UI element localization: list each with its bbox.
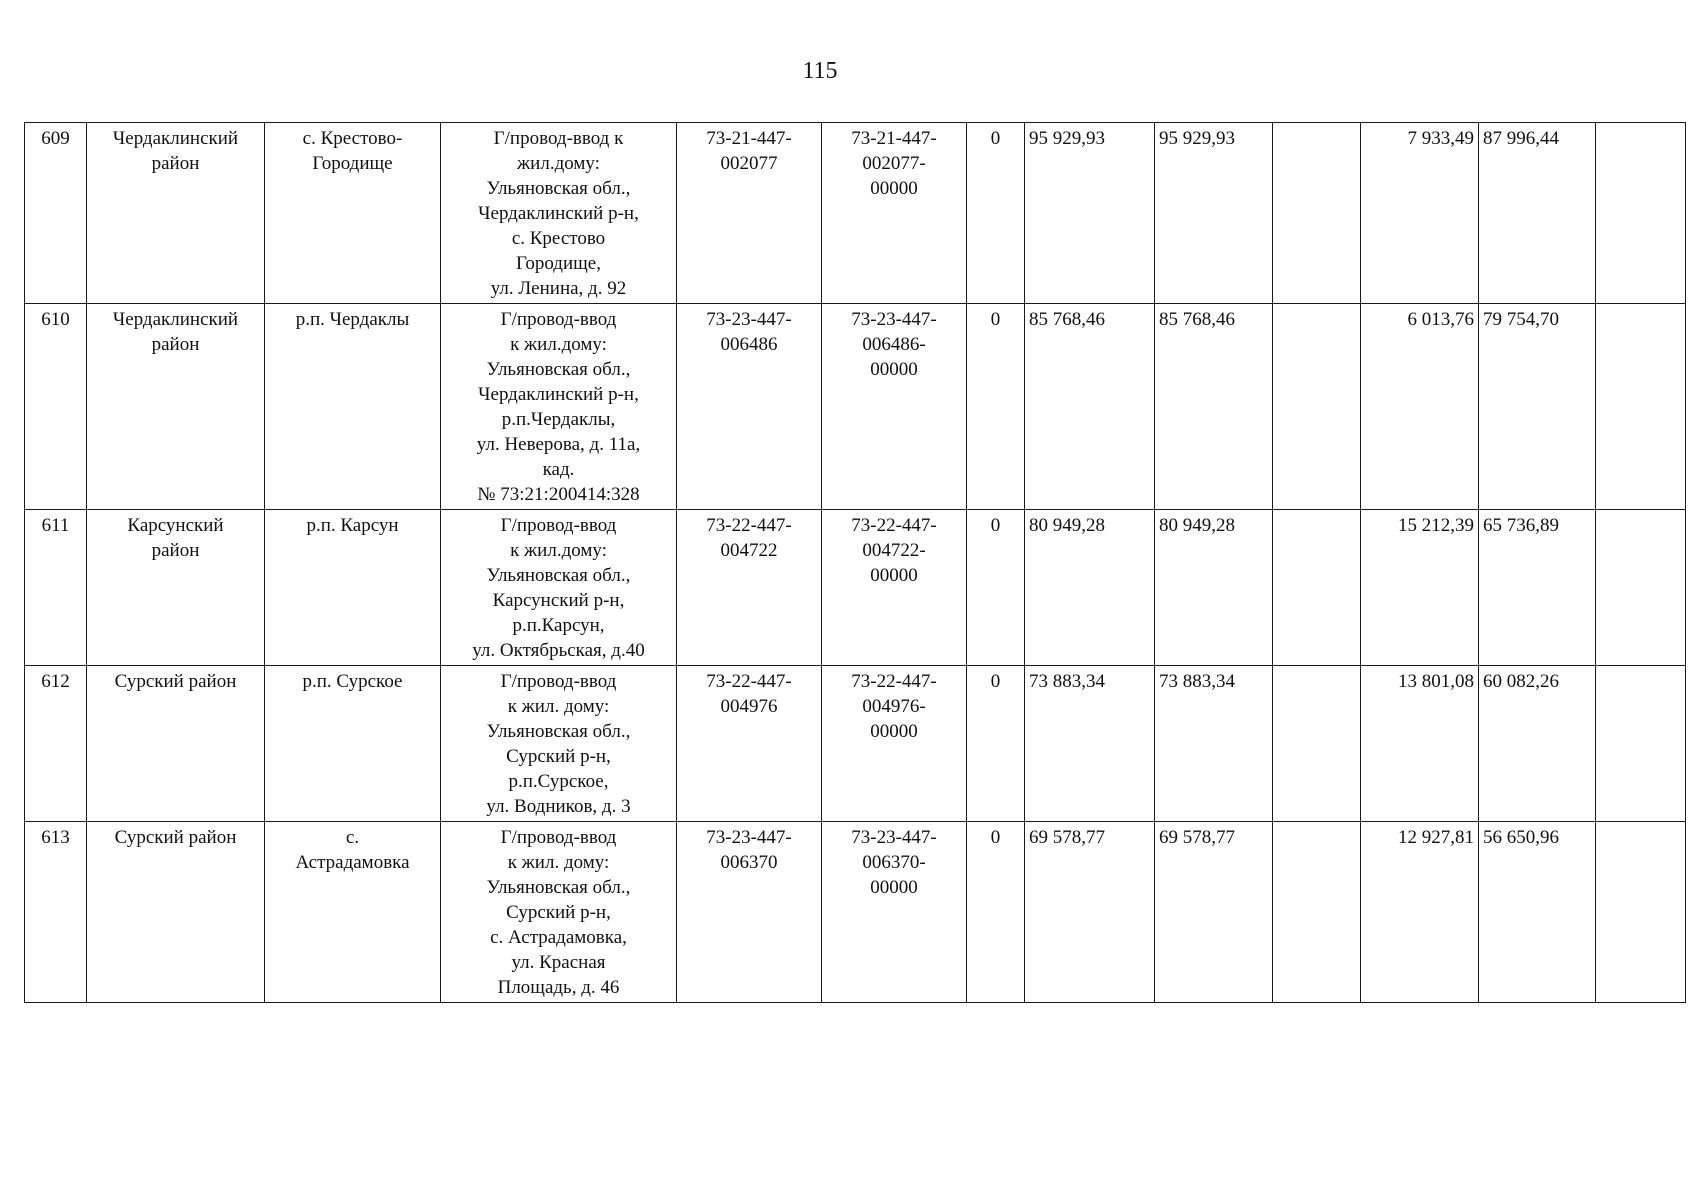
book-value-cell: 80 949,28: [1155, 510, 1273, 666]
full-code-cell: 73-22-447- 004976- 00000: [822, 666, 967, 822]
depreciation-cell: 6 013,76: [1361, 304, 1479, 510]
depreciation-cell: 12 927,81: [1361, 822, 1479, 1003]
zero-value-cell: 0: [967, 123, 1025, 304]
inventory-code-cell: 73-22-447- 004976: [677, 666, 822, 822]
object-description-cell: Г/провод-ввод к жил. дому: Ульяновская обл., Сурский р-н, с. Астрадамовка, ул. Красная Площадь, д. 46: [441, 822, 677, 1003]
district-cell: Чердаклинский район: [87, 304, 265, 510]
empty-cell: [1273, 510, 1361, 666]
table-row: [25, 304, 1686, 510]
settlement-cell: р.п. Карсун: [265, 510, 441, 666]
residual-value-cell: 60 082,26: [1479, 666, 1596, 822]
full-code-cell: 73-21-447- 002077- 00000: [822, 123, 967, 304]
residual-value-cell: 65 736,89: [1479, 510, 1596, 666]
residual-value-cell: 79 754,70: [1479, 304, 1596, 510]
row-number: 609: [25, 123, 87, 304]
inventory-code-cell: 73-21-447- 002077: [677, 123, 822, 304]
book-value-cell: 95 929,93: [1155, 123, 1273, 304]
object-description-cell: Г/провод-ввод к жил.дому: Ульяновская обл., Чердаклинский р-н, р.п.Чердаклы, ул. Неверова, д. 11а, кад. № 73:21:200414:328: [441, 304, 677, 510]
object-description-cell: Г/провод-ввод к жил.дому: Ульяновская обл., Карсунский р-н, р.п.Карсун, ул. Октябрьская, д.40: [441, 510, 677, 666]
inventory-code-cell: 73-22-447- 004722: [677, 510, 822, 666]
depreciation-cell: 15 212,39: [1361, 510, 1479, 666]
full-code-cell: 73-22-447- 004722- 00000: [822, 510, 967, 666]
empty-cell: [1596, 666, 1686, 822]
object-description-cell: Г/провод-ввод к жил. дому: Ульяновская обл., Сурский р-н, р.п.Сурское, ул. Водников, д. 3: [441, 666, 677, 822]
row-number: 610: [25, 304, 87, 510]
zero-value-cell: 0: [967, 304, 1025, 510]
empty-cell: [1273, 123, 1361, 304]
depreciation-cell: 13 801,08: [1361, 666, 1479, 822]
full-code-cell: 73-23-447- 006370- 00000: [822, 822, 967, 1003]
district-cell: Чердаклинский район: [87, 123, 265, 304]
book-value-cell: 85 768,46: [1155, 304, 1273, 510]
residual-value-cell: 56 650,96: [1479, 822, 1596, 1003]
initial-cost-cell: 95 929,93: [1025, 123, 1155, 304]
empty-cell: [1596, 123, 1686, 304]
table-row: [25, 510, 1686, 666]
depreciation-cell: 7 933,49: [1361, 123, 1479, 304]
district-cell: Сурский район: [87, 666, 265, 822]
initial-cost-cell: 80 949,28: [1025, 510, 1155, 666]
inventory-code-cell: 73-23-447- 006486: [677, 304, 822, 510]
settlement-cell: с. Крестово- Городище: [265, 123, 441, 304]
object-description-cell: Г/провод-ввод к жил.дому: Ульяновская обл., Чердаклинский р-н, с. Крестово Городище, ул. Ленина, д. 92: [441, 123, 677, 304]
registry-table: [24, 122, 1686, 1003]
initial-cost-cell: 85 768,46: [1025, 304, 1155, 510]
settlement-cell: р.п. Сурское: [265, 666, 441, 822]
row-number: 613: [25, 822, 87, 1003]
row-number: 612: [25, 666, 87, 822]
zero-value-cell: 0: [967, 666, 1025, 822]
book-value-cell: 73 883,34: [1155, 666, 1273, 822]
initial-cost-cell: 73 883,34: [1025, 666, 1155, 822]
settlement-cell: р.п. Чердаклы: [265, 304, 441, 510]
empty-cell: [1596, 822, 1686, 1003]
empty-cell: [1596, 510, 1686, 666]
empty-cell: [1596, 304, 1686, 510]
district-cell: Сурский район: [87, 822, 265, 1003]
row-number: 611: [25, 510, 87, 666]
table-row: [25, 666, 1686, 822]
book-value-cell: 69 578,77: [1155, 822, 1273, 1003]
table-row: [25, 123, 1686, 304]
inventory-code-cell: 73-23-447- 006370: [677, 822, 822, 1003]
initial-cost-cell: 69 578,77: [1025, 822, 1155, 1003]
full-code-cell: 73-23-447- 006486- 00000: [822, 304, 967, 510]
empty-cell: [1273, 304, 1361, 510]
settlement-cell: с. Астрадамовка: [265, 822, 441, 1003]
zero-value-cell: 0: [967, 822, 1025, 1003]
page-number: 115: [802, 58, 838, 84]
district-cell: Карсунский район: [87, 510, 265, 666]
empty-cell: [1273, 822, 1361, 1003]
empty-cell: [1273, 666, 1361, 822]
table-row: [25, 822, 1686, 1003]
zero-value-cell: 0: [967, 510, 1025, 666]
residual-value-cell: 87 996,44: [1479, 123, 1596, 304]
